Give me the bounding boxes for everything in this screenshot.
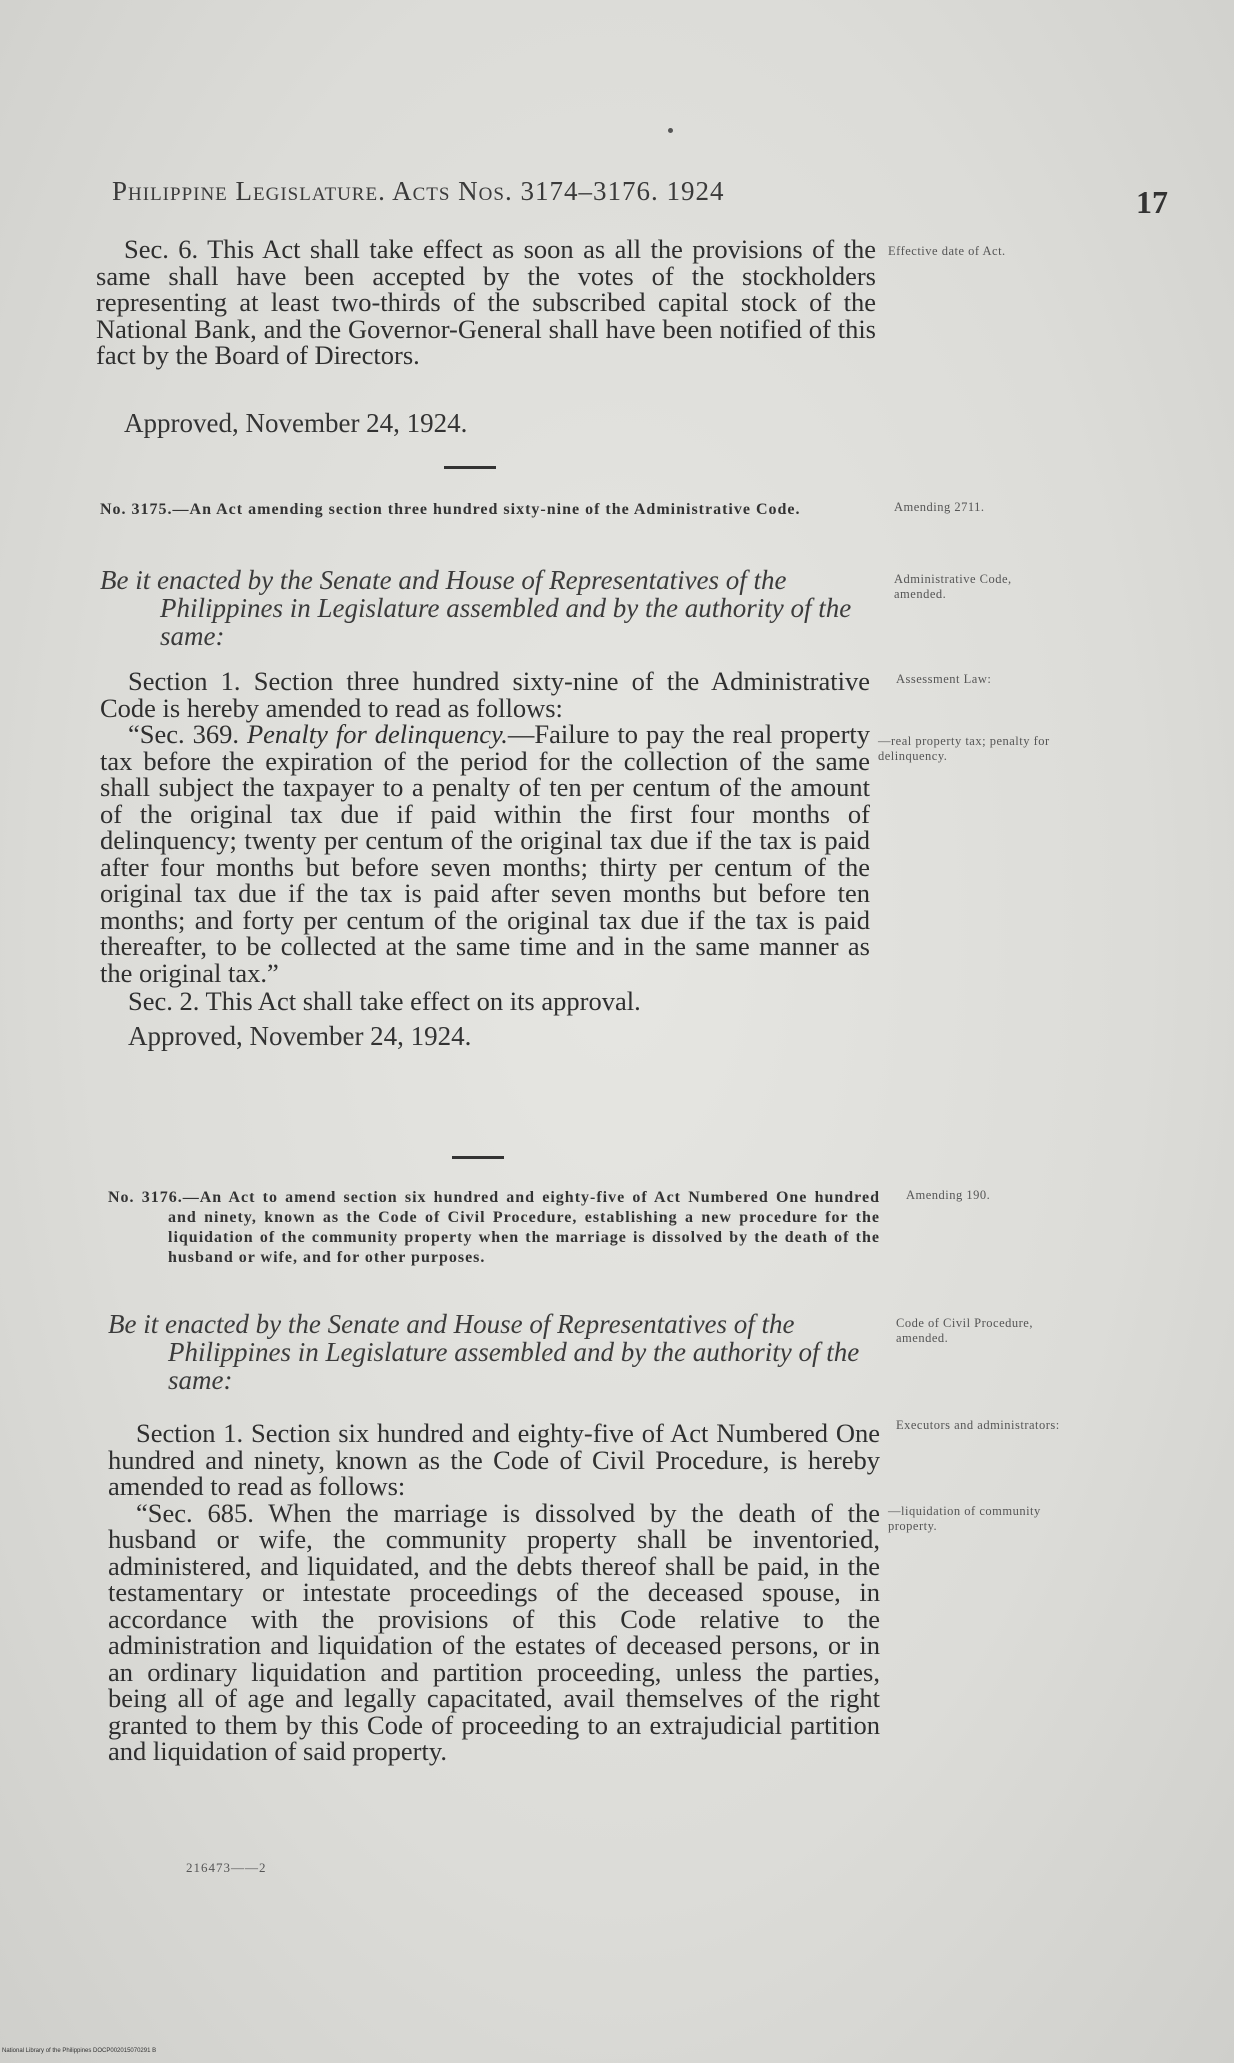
sidenote-amending-2711: Amending 2711. bbox=[894, 500, 985, 514]
act-3175-enacting bbox=[100, 566, 870, 650]
act-3175-title: No. 3175.—An Act amending section three hundred sixty-nine of the Administrative Code. bbox=[100, 501, 801, 518]
act-3176-title: No. 3176.—An Act to amend section six hundred and eighty-five of Act Numbered One hundred and ninety, known as the Code of Civil Procedure, establishing a new procedure for the liquidation of the community property when the marriage is dissolved by the death of the husband or wife, and for other purposes. bbox=[108, 1189, 880, 1266]
section-divider bbox=[444, 466, 496, 469]
section-369-body: —Failure to pay the real property tax before the expiration of the period for the collection of the same shall subject the taxpayer to a penalty of ten per centum of the amount of the original tax due if paid within the first four months of delinquency; twenty per centum of the original tax due if the tax is paid after four months but before seven months; thirty per centum of the original tax due if the tax is paid after seven months but before ten months; and forty per centum of the original tax due if the tax is paid thereafter, to be collected at the same time and in the same manner as the original tax.” bbox=[100, 719, 871, 988]
speck bbox=[668, 128, 673, 133]
act-3176-title-block bbox=[108, 1188, 880, 1268]
enacting-clause: Be it enacted by the Senate and House of Representatives of the Philippines in Legislature assembled and by the authority of the same: bbox=[108, 1309, 860, 1395]
sidenote-executors: Executors and administrators: bbox=[896, 1418, 1060, 1432]
section-369-heading: Penalty for delinquency. bbox=[246, 719, 508, 749]
enacting-clause: Be it enacted by the Senate and House of Representatives of the Philippines in Legislature assembled and by the authority of the same: bbox=[100, 565, 852, 651]
section-divider bbox=[452, 1156, 504, 1159]
sidenote-amending-190: Amending 190. bbox=[906, 1188, 991, 1202]
running-head: Philippine Legislature. Acts Nos. 3174–3176. 1924 bbox=[112, 176, 725, 206]
sidenote-code-civil-procedure: Code of Civil Procedure, amended. bbox=[896, 1316, 1033, 1345]
act-3176-body bbox=[108, 1420, 880, 1765]
section-1-text: Section 1. Section three hundred sixty-nine of the Administrative Code is hereby amended to read as follows: bbox=[100, 666, 870, 723]
sidenote-assessment-law: Assessment Law: bbox=[896, 672, 992, 686]
sidenote-effective-date: Effective date of Act. bbox=[888, 244, 1006, 258]
act-3175-body bbox=[100, 668, 870, 1052]
scan-credit: National Library of the Philippines DOCP002015070291 B bbox=[2, 2048, 157, 2054]
sidenote-real-property-tax: —real property tax; penalty for delinquency. bbox=[878, 734, 1050, 763]
act-3176-enacting bbox=[108, 1310, 880, 1394]
act-3174-approved bbox=[96, 408, 876, 439]
page-number: 17 bbox=[1136, 184, 1168, 220]
section-685-text: “Sec. 685. When the marriage is dissolved by the death of the husband or wife, the community property shall be inventoried, administered, and liquidated, and the debts thereof shall be paid, in the testamentary or intestate proceedings of the deceased spouse, in accordance with the provisions of this Code relative to the administration and liquidation of the estates of deceased persons, or in an ordinary liquidation and partition proceeding, unless the parties, being all of age and legally capacitated, avail themselves of the right granted to them by this Code of proceeding to an extrajudicial partition and liquidation of said property. bbox=[108, 1497, 880, 1766]
sidenote-administrative-code: Administrative Code, amended. bbox=[894, 572, 1012, 601]
act-3174-section-6 bbox=[96, 236, 876, 369]
section-369-text bbox=[100, 721, 870, 986]
sidenote-liquidation: —liquidation of community property. bbox=[888, 1504, 1041, 1533]
approved-date: Approved, November 24, 1924. bbox=[124, 408, 468, 438]
approved-date: Approved, November 24, 1924. bbox=[128, 1020, 472, 1051]
printer-signature: 216473——2 bbox=[186, 1860, 267, 1875]
section-6-text: Sec. 6. This Act shall take effect as soon as all the provisions of the same shall have been accepted by the votes of the stockholders representing at least two-thirds of the subscribed capital stock of the National Bank, and the Governor-General shall have been notified of this fact by the Board of Directors. bbox=[96, 234, 876, 370]
section-369-label: “Sec. 369. bbox=[128, 719, 239, 749]
section-2-text: Sec. 2. This Act shall take effect on its approval. bbox=[128, 986, 641, 1016]
section-1-text: Section 1. Section six hundred and eighty-five of Act Numbered One hundred and ninety, known as the Code of Civil Procedure, is hereby amended to read as follows: bbox=[108, 1418, 880, 1501]
act-3175-title-block bbox=[100, 500, 870, 520]
